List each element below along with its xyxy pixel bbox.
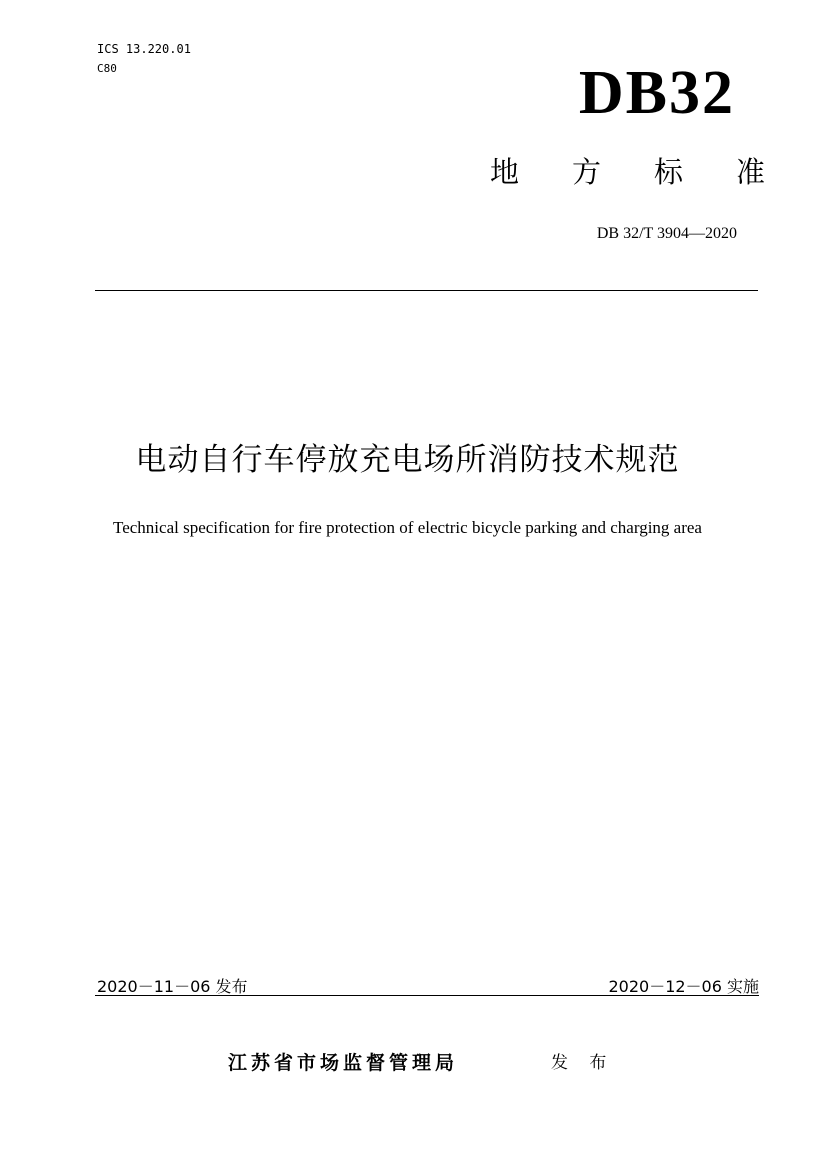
standard-type-char: 标 xyxy=(653,155,683,189)
standard-type xyxy=(490,155,765,189)
document-title-english: Technical specification for fire protection of electric bicycle parking and charging area xyxy=(113,518,702,537)
issuing-action: 发 布 xyxy=(551,1053,615,1073)
ics-code: ICS 13.220.01 xyxy=(97,42,191,56)
date-divider xyxy=(95,995,759,996)
document-title-chinese: 电动自行车停放充电场所消防技术规范 xyxy=(135,442,680,478)
header-divider xyxy=(95,290,758,291)
issuing-authority: 江苏省市场监督管理局 xyxy=(228,1052,459,1074)
standard-type-char: 方 xyxy=(571,155,601,189)
standard-type-char: 地 xyxy=(490,155,520,189)
issue-date: 2020－11－06 发布 xyxy=(97,977,248,996)
ccs-code: C80 xyxy=(97,62,117,75)
implementation-date: 2020－12－06 实施 xyxy=(608,977,759,996)
standard-number: DB 32/T 3904—2020 xyxy=(596,225,737,242)
standard-type-char: 准 xyxy=(735,155,765,189)
standard-code-logo: DB32 xyxy=(578,59,735,127)
